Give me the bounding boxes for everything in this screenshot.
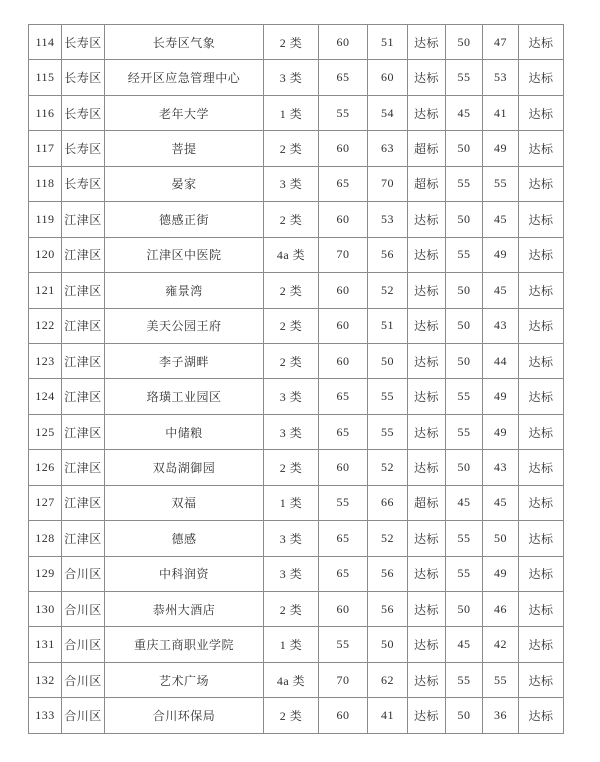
day-value-cell: 53 — [368, 202, 408, 237]
night-status-cell: 达标 — [519, 60, 564, 95]
site-name-cell: 菩提 — [105, 131, 264, 166]
night-limit-cell: 50 — [446, 308, 483, 343]
row-number-cell: 126 — [29, 450, 62, 485]
district-cell: 江津区 — [62, 521, 105, 556]
day-value-cell: 62 — [368, 662, 408, 697]
day-limit-cell: 60 — [319, 131, 368, 166]
district-cell: 长寿区 — [62, 95, 105, 130]
site-name-cell: 德感 — [105, 521, 264, 556]
site-name-cell: 长寿区气象 — [105, 25, 264, 60]
day-limit-cell: 65 — [319, 521, 368, 556]
category-cell: 1 类 — [264, 627, 319, 662]
category-cell: 1 类 — [264, 95, 319, 130]
site-name-cell: 江津区中医院 — [105, 237, 264, 272]
row-number-cell: 115 — [29, 60, 62, 95]
day-status-cell: 达标 — [408, 202, 446, 237]
table-row — [29, 343, 564, 378]
category-cell: 2 类 — [264, 592, 319, 627]
site-name-cell: 美天公园王府 — [105, 308, 264, 343]
day-limit-cell: 65 — [319, 414, 368, 449]
table-row — [29, 556, 564, 591]
day-status-cell: 达标 — [408, 556, 446, 591]
site-name-cell: 珞璜工业园区 — [105, 379, 264, 414]
day-limit-cell: 60 — [319, 308, 368, 343]
night-status-cell: 达标 — [519, 131, 564, 166]
site-name-cell: 双岛湖御园 — [105, 450, 264, 485]
day-status-cell: 超标 — [408, 485, 446, 520]
day-limit-cell: 65 — [319, 556, 368, 591]
row-number-cell: 119 — [29, 202, 62, 237]
night-value-cell: 49 — [483, 237, 519, 272]
category-cell: 3 类 — [264, 166, 319, 201]
site-name-cell: 雍景湾 — [105, 273, 264, 308]
district-cell: 江津区 — [62, 450, 105, 485]
row-number-cell: 124 — [29, 379, 62, 414]
district-cell: 合川区 — [62, 592, 105, 627]
site-name-cell: 李子湖畔 — [105, 343, 264, 378]
row-number-cell: 121 — [29, 273, 62, 308]
table-row — [29, 273, 564, 308]
day-limit-cell: 60 — [319, 450, 368, 485]
night-value-cell: 49 — [483, 131, 519, 166]
night-value-cell: 49 — [483, 414, 519, 449]
day-status-cell: 达标 — [408, 343, 446, 378]
category-cell: 4a 类 — [264, 237, 319, 272]
night-limit-cell: 50 — [446, 25, 483, 60]
day-value-cell: 56 — [368, 237, 408, 272]
night-limit-cell: 55 — [446, 521, 483, 556]
row-number-cell: 132 — [29, 662, 62, 697]
table-row — [29, 627, 564, 662]
day-limit-cell: 55 — [319, 485, 368, 520]
category-cell: 2 类 — [264, 308, 319, 343]
district-cell: 江津区 — [62, 308, 105, 343]
row-number-cell: 125 — [29, 414, 62, 449]
category-cell: 2 类 — [264, 202, 319, 237]
day-value-cell: 70 — [368, 166, 408, 201]
table-row — [29, 95, 564, 130]
day-status-cell: 达标 — [408, 95, 446, 130]
night-value-cell: 44 — [483, 343, 519, 378]
night-status-cell: 达标 — [519, 25, 564, 60]
day-value-cell: 55 — [368, 414, 408, 449]
day-status-cell: 达标 — [408, 698, 446, 733]
site-name-cell: 经开区应急管理中心 — [105, 60, 264, 95]
category-cell: 2 类 — [264, 450, 319, 485]
night-limit-cell: 55 — [446, 556, 483, 591]
day-value-cell: 52 — [368, 450, 408, 485]
district-cell: 江津区 — [62, 343, 105, 378]
district-cell: 江津区 — [62, 237, 105, 272]
category-cell: 3 类 — [264, 379, 319, 414]
day-status-cell: 达标 — [408, 662, 446, 697]
night-value-cell: 42 — [483, 627, 519, 662]
day-status-cell: 达标 — [408, 237, 446, 272]
row-number-cell: 114 — [29, 25, 62, 60]
night-status-cell: 达标 — [519, 592, 564, 627]
row-number-cell: 127 — [29, 485, 62, 520]
night-limit-cell: 50 — [446, 592, 483, 627]
district-cell: 江津区 — [62, 485, 105, 520]
night-status-cell: 达标 — [519, 698, 564, 733]
night-value-cell: 47 — [483, 25, 519, 60]
district-cell: 江津区 — [62, 414, 105, 449]
day-value-cell: 50 — [368, 627, 408, 662]
category-cell: 1 类 — [264, 485, 319, 520]
night-status-cell: 达标 — [519, 662, 564, 697]
night-limit-cell: 55 — [446, 662, 483, 697]
night-status-cell: 达标 — [519, 166, 564, 201]
day-status-cell: 达标 — [408, 521, 446, 556]
row-number-cell: 118 — [29, 166, 62, 201]
table-row — [29, 698, 564, 733]
row-number-cell: 122 — [29, 308, 62, 343]
category-cell: 3 类 — [264, 60, 319, 95]
district-cell: 合川区 — [62, 662, 105, 697]
day-value-cell: 41 — [368, 698, 408, 733]
table-row — [29, 166, 564, 201]
night-value-cell: 45 — [483, 202, 519, 237]
table-row — [29, 662, 564, 697]
night-status-cell: 达标 — [519, 556, 564, 591]
night-value-cell: 43 — [483, 450, 519, 485]
row-number-cell: 130 — [29, 592, 62, 627]
table-row — [29, 414, 564, 449]
day-status-cell: 达标 — [408, 379, 446, 414]
site-name-cell: 恭州大酒店 — [105, 592, 264, 627]
day-status-cell: 超标 — [408, 131, 446, 166]
row-number-cell: 131 — [29, 627, 62, 662]
night-value-cell: 55 — [483, 166, 519, 201]
day-limit-cell: 55 — [319, 627, 368, 662]
category-cell: 2 类 — [264, 273, 319, 308]
category-cell: 2 类 — [264, 25, 319, 60]
day-limit-cell: 65 — [319, 60, 368, 95]
row-number-cell: 116 — [29, 95, 62, 130]
day-value-cell: 54 — [368, 95, 408, 130]
night-value-cell: 43 — [483, 308, 519, 343]
day-value-cell: 63 — [368, 131, 408, 166]
site-name-cell: 德感正街 — [105, 202, 264, 237]
table-row — [29, 237, 564, 272]
night-limit-cell: 55 — [446, 237, 483, 272]
category-cell: 3 类 — [264, 414, 319, 449]
day-value-cell: 55 — [368, 379, 408, 414]
noise-monitoring-table — [28, 24, 564, 734]
night-status-cell: 达标 — [519, 95, 564, 130]
day-status-cell: 达标 — [408, 414, 446, 449]
night-value-cell: 45 — [483, 485, 519, 520]
day-status-cell: 达标 — [408, 450, 446, 485]
district-cell: 长寿区 — [62, 25, 105, 60]
night-status-cell: 达标 — [519, 521, 564, 556]
night-status-cell: 达标 — [519, 414, 564, 449]
night-status-cell: 达标 — [519, 450, 564, 485]
night-value-cell: 53 — [483, 60, 519, 95]
row-number-cell: 133 — [29, 698, 62, 733]
night-status-cell: 达标 — [519, 379, 564, 414]
category-cell: 2 类 — [264, 698, 319, 733]
site-name-cell: 中储粮 — [105, 414, 264, 449]
district-cell: 合川区 — [62, 698, 105, 733]
day-status-cell: 达标 — [408, 308, 446, 343]
category-cell: 2 类 — [264, 343, 319, 378]
district-cell: 江津区 — [62, 202, 105, 237]
night-status-cell: 达标 — [519, 343, 564, 378]
day-status-cell: 达标 — [408, 627, 446, 662]
table-row — [29, 521, 564, 556]
site-name-cell: 合川环保局 — [105, 698, 264, 733]
night-limit-cell: 45 — [446, 95, 483, 130]
night-status-cell: 达标 — [519, 627, 564, 662]
day-limit-cell: 60 — [319, 343, 368, 378]
day-status-cell: 达标 — [408, 25, 446, 60]
category-cell: 4a 类 — [264, 662, 319, 697]
table-row — [29, 25, 564, 60]
day-limit-cell: 65 — [319, 166, 368, 201]
night-value-cell: 46 — [483, 592, 519, 627]
night-value-cell: 41 — [483, 95, 519, 130]
district-cell: 长寿区 — [62, 131, 105, 166]
night-limit-cell: 50 — [446, 131, 483, 166]
day-value-cell: 56 — [368, 592, 408, 627]
day-value-cell: 60 — [368, 60, 408, 95]
day-limit-cell: 60 — [319, 25, 368, 60]
site-name-cell: 老年大学 — [105, 95, 264, 130]
site-name-cell: 双福 — [105, 485, 264, 520]
night-limit-cell: 45 — [446, 627, 483, 662]
night-value-cell: 55 — [483, 662, 519, 697]
night-status-cell: 达标 — [519, 237, 564, 272]
night-value-cell: 50 — [483, 521, 519, 556]
day-status-cell: 达标 — [408, 592, 446, 627]
night-value-cell: 49 — [483, 379, 519, 414]
district-cell: 长寿区 — [62, 166, 105, 201]
night-limit-cell: 50 — [446, 273, 483, 308]
district-cell: 江津区 — [62, 273, 105, 308]
table-row — [29, 131, 564, 166]
day-limit-cell: 60 — [319, 592, 368, 627]
table-row — [29, 379, 564, 414]
night-limit-cell: 55 — [446, 379, 483, 414]
day-limit-cell: 65 — [319, 379, 368, 414]
row-number-cell: 123 — [29, 343, 62, 378]
night-value-cell: 36 — [483, 698, 519, 733]
row-number-cell: 129 — [29, 556, 62, 591]
category-cell: 3 类 — [264, 521, 319, 556]
day-value-cell: 50 — [368, 343, 408, 378]
site-name-cell: 中科润资 — [105, 556, 264, 591]
night-limit-cell: 55 — [446, 166, 483, 201]
day-limit-cell: 70 — [319, 237, 368, 272]
day-limit-cell: 60 — [319, 202, 368, 237]
night-limit-cell: 50 — [446, 343, 483, 378]
day-status-cell: 达标 — [408, 273, 446, 308]
table-row — [29, 202, 564, 237]
table-row — [29, 485, 564, 520]
day-limit-cell: 70 — [319, 662, 368, 697]
district-cell: 合川区 — [62, 627, 105, 662]
category-cell: 3 类 — [264, 556, 319, 591]
day-value-cell: 56 — [368, 556, 408, 591]
day-value-cell: 52 — [368, 521, 408, 556]
row-number-cell: 117 — [29, 131, 62, 166]
night-limit-cell: 50 — [446, 202, 483, 237]
district-cell: 长寿区 — [62, 60, 105, 95]
night-limit-cell: 55 — [446, 60, 483, 95]
row-number-cell: 128 — [29, 521, 62, 556]
table-row — [29, 60, 564, 95]
night-status-cell: 达标 — [519, 485, 564, 520]
site-name-cell: 晏家 — [105, 166, 264, 201]
day-status-cell: 达标 — [408, 60, 446, 95]
table-body — [29, 25, 564, 734]
table-row — [29, 308, 564, 343]
district-cell: 江津区 — [62, 379, 105, 414]
day-limit-cell: 60 — [319, 698, 368, 733]
day-value-cell: 51 — [368, 25, 408, 60]
night-value-cell: 49 — [483, 556, 519, 591]
day-limit-cell: 60 — [319, 273, 368, 308]
site-name-cell: 重庆工商职业学院 — [105, 627, 264, 662]
day-value-cell: 66 — [368, 485, 408, 520]
row-number-cell: 120 — [29, 237, 62, 272]
night-limit-cell: 50 — [446, 698, 483, 733]
night-status-cell: 达标 — [519, 273, 564, 308]
day-value-cell: 52 — [368, 273, 408, 308]
site-name-cell: 艺术广场 — [105, 662, 264, 697]
category-cell: 2 类 — [264, 131, 319, 166]
night-value-cell: 45 — [483, 273, 519, 308]
night-status-cell: 达标 — [519, 308, 564, 343]
night-status-cell: 达标 — [519, 202, 564, 237]
night-limit-cell: 45 — [446, 485, 483, 520]
district-cell: 合川区 — [62, 556, 105, 591]
night-limit-cell: 50 — [446, 450, 483, 485]
day-limit-cell: 55 — [319, 95, 368, 130]
table-row — [29, 450, 564, 485]
day-value-cell: 51 — [368, 308, 408, 343]
night-limit-cell: 55 — [446, 414, 483, 449]
table-row — [29, 592, 564, 627]
day-status-cell: 超标 — [408, 166, 446, 201]
